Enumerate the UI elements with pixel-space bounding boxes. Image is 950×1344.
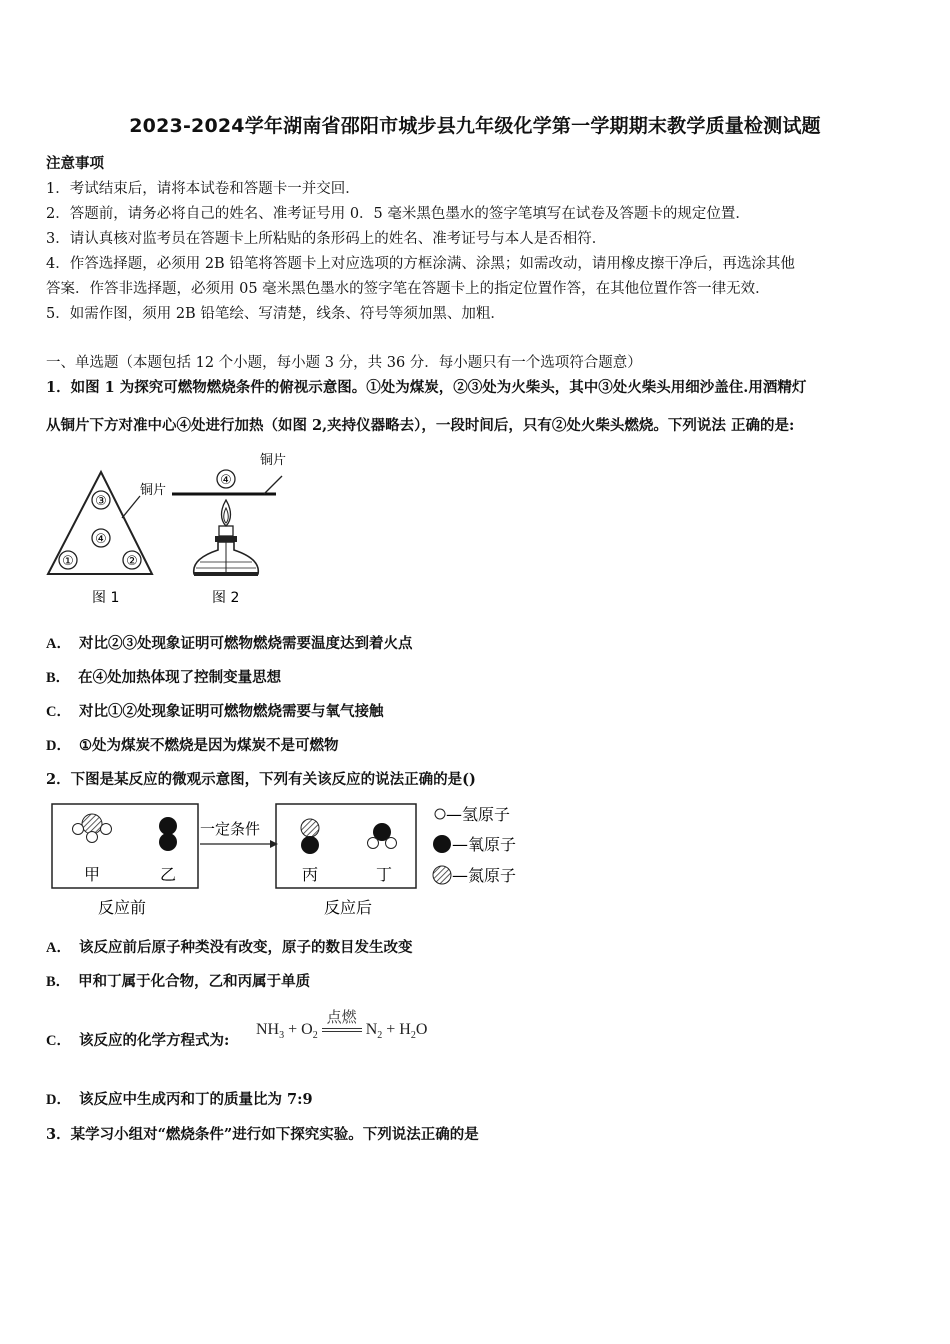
question-2-stem: 2．下图是某反应的微观示意图，下列有关该反应的说法正确的是() xyxy=(46,771,476,788)
label-yi: 乙 xyxy=(160,865,177,884)
question-1-stem: 1．如图 1 为探究可燃物燃烧条件的俯视示意图。①处为煤炭，②③处为火柴头，其中③处火柴头用细沙盖住.用酒精灯 xyxy=(46,379,807,396)
legend-hydrogen: —氢原子 xyxy=(446,805,511,824)
reaction-diagram xyxy=(48,800,538,924)
option-text: 甲和丁属于化合物，乙和丙属于单质 xyxy=(78,973,311,990)
reaction-condition: 一定条件 xyxy=(200,820,261,838)
eq-sub: 2 xyxy=(377,1030,383,1042)
question-2-option-d[interactable] xyxy=(46,1088,313,1109)
option-letter: D． xyxy=(46,1092,71,1108)
figure-2-caption: 图 2 xyxy=(212,590,240,606)
copper-label-2: 铜片 xyxy=(260,453,287,468)
figure-1-caption: 图 1 xyxy=(92,590,120,606)
chemical-equation xyxy=(256,1008,428,1042)
option-text: ①处为煤炭不燃烧是因为煤炭不是可燃物 xyxy=(78,737,339,754)
caption-after: 反应后 xyxy=(324,898,373,917)
option-text: 该反应中生成丙和丁的质量比为 7:9 xyxy=(78,1091,313,1108)
question-1-option-c[interactable] xyxy=(46,700,383,721)
figure-1-triangle xyxy=(48,472,166,606)
label-jia: 甲 xyxy=(84,865,101,884)
label-ding: 丁 xyxy=(376,865,393,884)
eq-sub: 2 xyxy=(410,1030,416,1042)
option-text: 对比②③处现象证明可燃物燃烧需要温度达到着火点 xyxy=(78,635,413,652)
question-3-stem: 3．某学习小组对“燃烧条件”进行如下探究实验。下列说法正确的是 xyxy=(46,1126,479,1143)
notice-heading: 注意事项 xyxy=(46,155,104,172)
question-1-figure xyxy=(44,446,304,610)
question-1-option-a[interactable] xyxy=(46,632,412,653)
question-2-option-b[interactable] xyxy=(46,970,310,991)
notice-item: 5．如需作图，须用 2B 铅笔绘、写清楚，线条、符号等须加黑、加粗． xyxy=(46,306,505,322)
mark-1: ① xyxy=(62,554,74,569)
section-heading: 一、单选题（本题包括 12 个小题，每小题 3 分，共 36 分．每小题只有一个选项符合题意） xyxy=(46,355,642,371)
eq-sub: 2 xyxy=(312,1030,318,1042)
notice-item: 答案．作答非选择题，必须用 05 毫米黑色墨水的签字笔在答题卡上的指定位置作答，在其他位置作答一律无效． xyxy=(46,281,770,297)
option-letter: B． xyxy=(46,670,71,686)
question-1-stem: 从铜片下方对准中心④处进行加热（如图 2,夹持仪器略去），一段时间后，只有②处火柴头燃烧。下列说法 正确的是: xyxy=(46,417,795,434)
question-1-option-d[interactable] xyxy=(46,734,338,755)
eq-arrow xyxy=(322,1008,362,1032)
legend-nitrogen: —氮原子 xyxy=(452,866,517,885)
eq-sub: 3 xyxy=(279,1030,285,1042)
notice-item: 3．请认真核对监考员在答题卡上所粘贴的条形码上的姓名、准考证号与本人是否相符． xyxy=(46,231,607,247)
mark-4: ④ xyxy=(95,532,107,547)
eq-product-2: + H xyxy=(382,1021,411,1038)
notice-item: 4．作答选择题，必须用 2B 铅笔将答题卡上对应选项的方框涂满、涂黑；如需改动，请用橡皮擦干净后，再选涂其他 xyxy=(46,256,795,272)
eq-product-1: N xyxy=(365,1021,378,1038)
option-letter: A． xyxy=(46,940,71,956)
caption-before: 反应前 xyxy=(98,898,147,917)
eq-product-2-end: O xyxy=(415,1021,428,1038)
notice-item: 2．答题前，请务必将自己的姓名、准考证号用 0．5 毫米黑色墨水的签字笔填写在试卷及答题卡的规定位置． xyxy=(46,206,750,222)
legend-oxygen: —氧原子 xyxy=(452,835,517,854)
eq-condition: 点燃 xyxy=(326,1008,357,1027)
option-letter: C． xyxy=(46,1033,71,1049)
copper-label: 铜片 xyxy=(140,483,167,498)
option-text: 对比①②处现象证明可燃物燃烧需要与氧气接触 xyxy=(78,703,384,720)
mark-3: ③ xyxy=(95,494,107,509)
option-text: 在④处加热体现了控制变量思想 xyxy=(78,669,282,686)
page-title: 2023-2024学年湖南省邵阳市城步县九年级化学第一学期期末教学质量检测试题 xyxy=(129,115,821,137)
mark-2: ② xyxy=(126,554,138,569)
question-1-option-b[interactable] xyxy=(46,666,281,687)
option-text: 该反应前后原子种类没有改变，原子的数目发生改变 xyxy=(78,939,413,956)
eq-reactant-2: + O xyxy=(284,1021,313,1038)
label-bing: 丙 xyxy=(302,865,319,884)
figure-2-lamp xyxy=(172,452,286,606)
option-letter: D． xyxy=(46,738,71,754)
option-letter: B． xyxy=(46,974,71,990)
mark-4-fig2: ④ xyxy=(220,473,232,488)
option-letter: C． xyxy=(46,704,71,720)
eq-reactant-1: NH xyxy=(256,1021,280,1038)
option-text: 该反应的化学方程式为: xyxy=(78,1032,230,1049)
notice-item: 1．考试结束后，请将本试卷和答题卡一并交回． xyxy=(46,181,360,197)
question-2-option-c[interactable] xyxy=(46,1029,229,1050)
question-2-option-a[interactable] xyxy=(46,936,412,957)
option-letter: A． xyxy=(46,636,71,652)
